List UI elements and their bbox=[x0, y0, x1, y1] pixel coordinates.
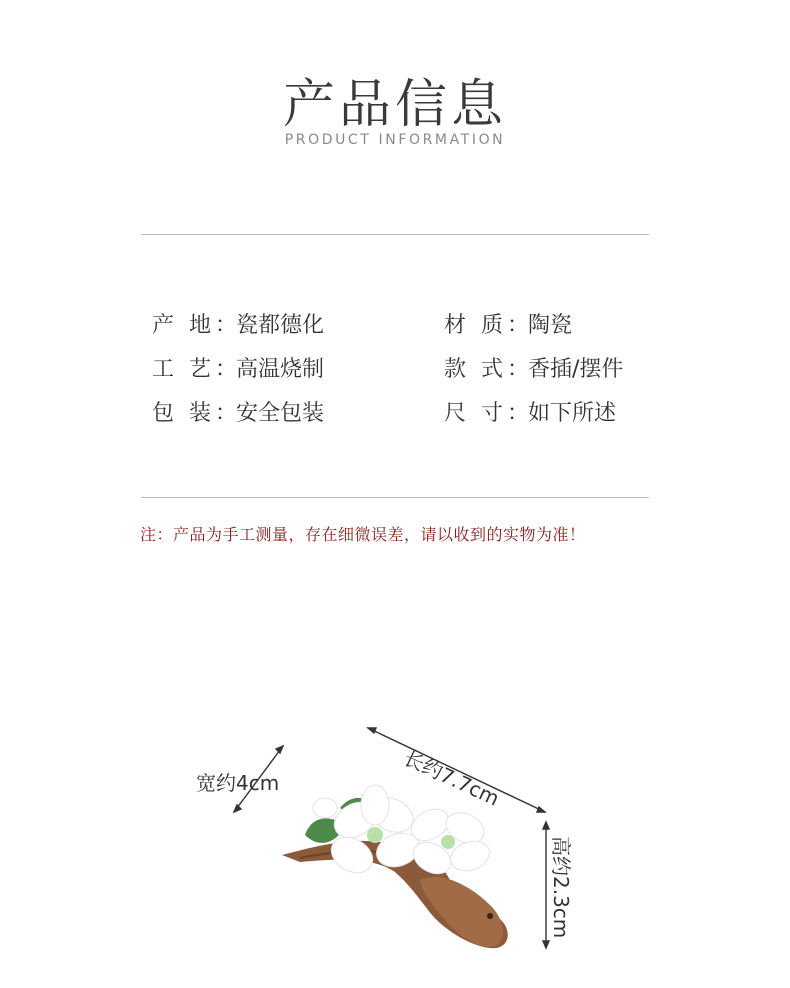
spec-packaging-label: 包 装： bbox=[152, 401, 241, 426]
spec-style-value: 香插/摆件 bbox=[528, 357, 624, 382]
page-subtitle: PRODUCT INFORMATION bbox=[284, 132, 506, 148]
spec-material-value: 陶瓷 bbox=[528, 313, 573, 338]
spec-size-value: 如下所述 bbox=[528, 401, 617, 426]
spec-packaging-value: 安全包装 bbox=[236, 401, 325, 426]
spec-craft-label: 工 艺： bbox=[152, 357, 241, 382]
spec-size-label: 尺 寸： bbox=[444, 401, 533, 426]
height-label: 高约2.3cm bbox=[549, 836, 573, 939]
measurement-note: 注：产品为手工测量，存在细微误差，请以收到的实物为准！ bbox=[140, 525, 586, 544]
spec-craft-value: 高温烧制 bbox=[236, 357, 325, 382]
spec-material-label: 材 质： bbox=[444, 313, 533, 338]
spec-origin-value: 瓷都德化 bbox=[236, 313, 325, 338]
page-title: 产品信息 bbox=[282, 75, 507, 135]
length-label: 长约7.7cm bbox=[400, 745, 504, 811]
spec-style-label: 款 式： bbox=[444, 357, 533, 382]
spec-origin-label: 产 地： bbox=[152, 313, 241, 338]
width-label: 宽约4cm bbox=[196, 771, 280, 795]
